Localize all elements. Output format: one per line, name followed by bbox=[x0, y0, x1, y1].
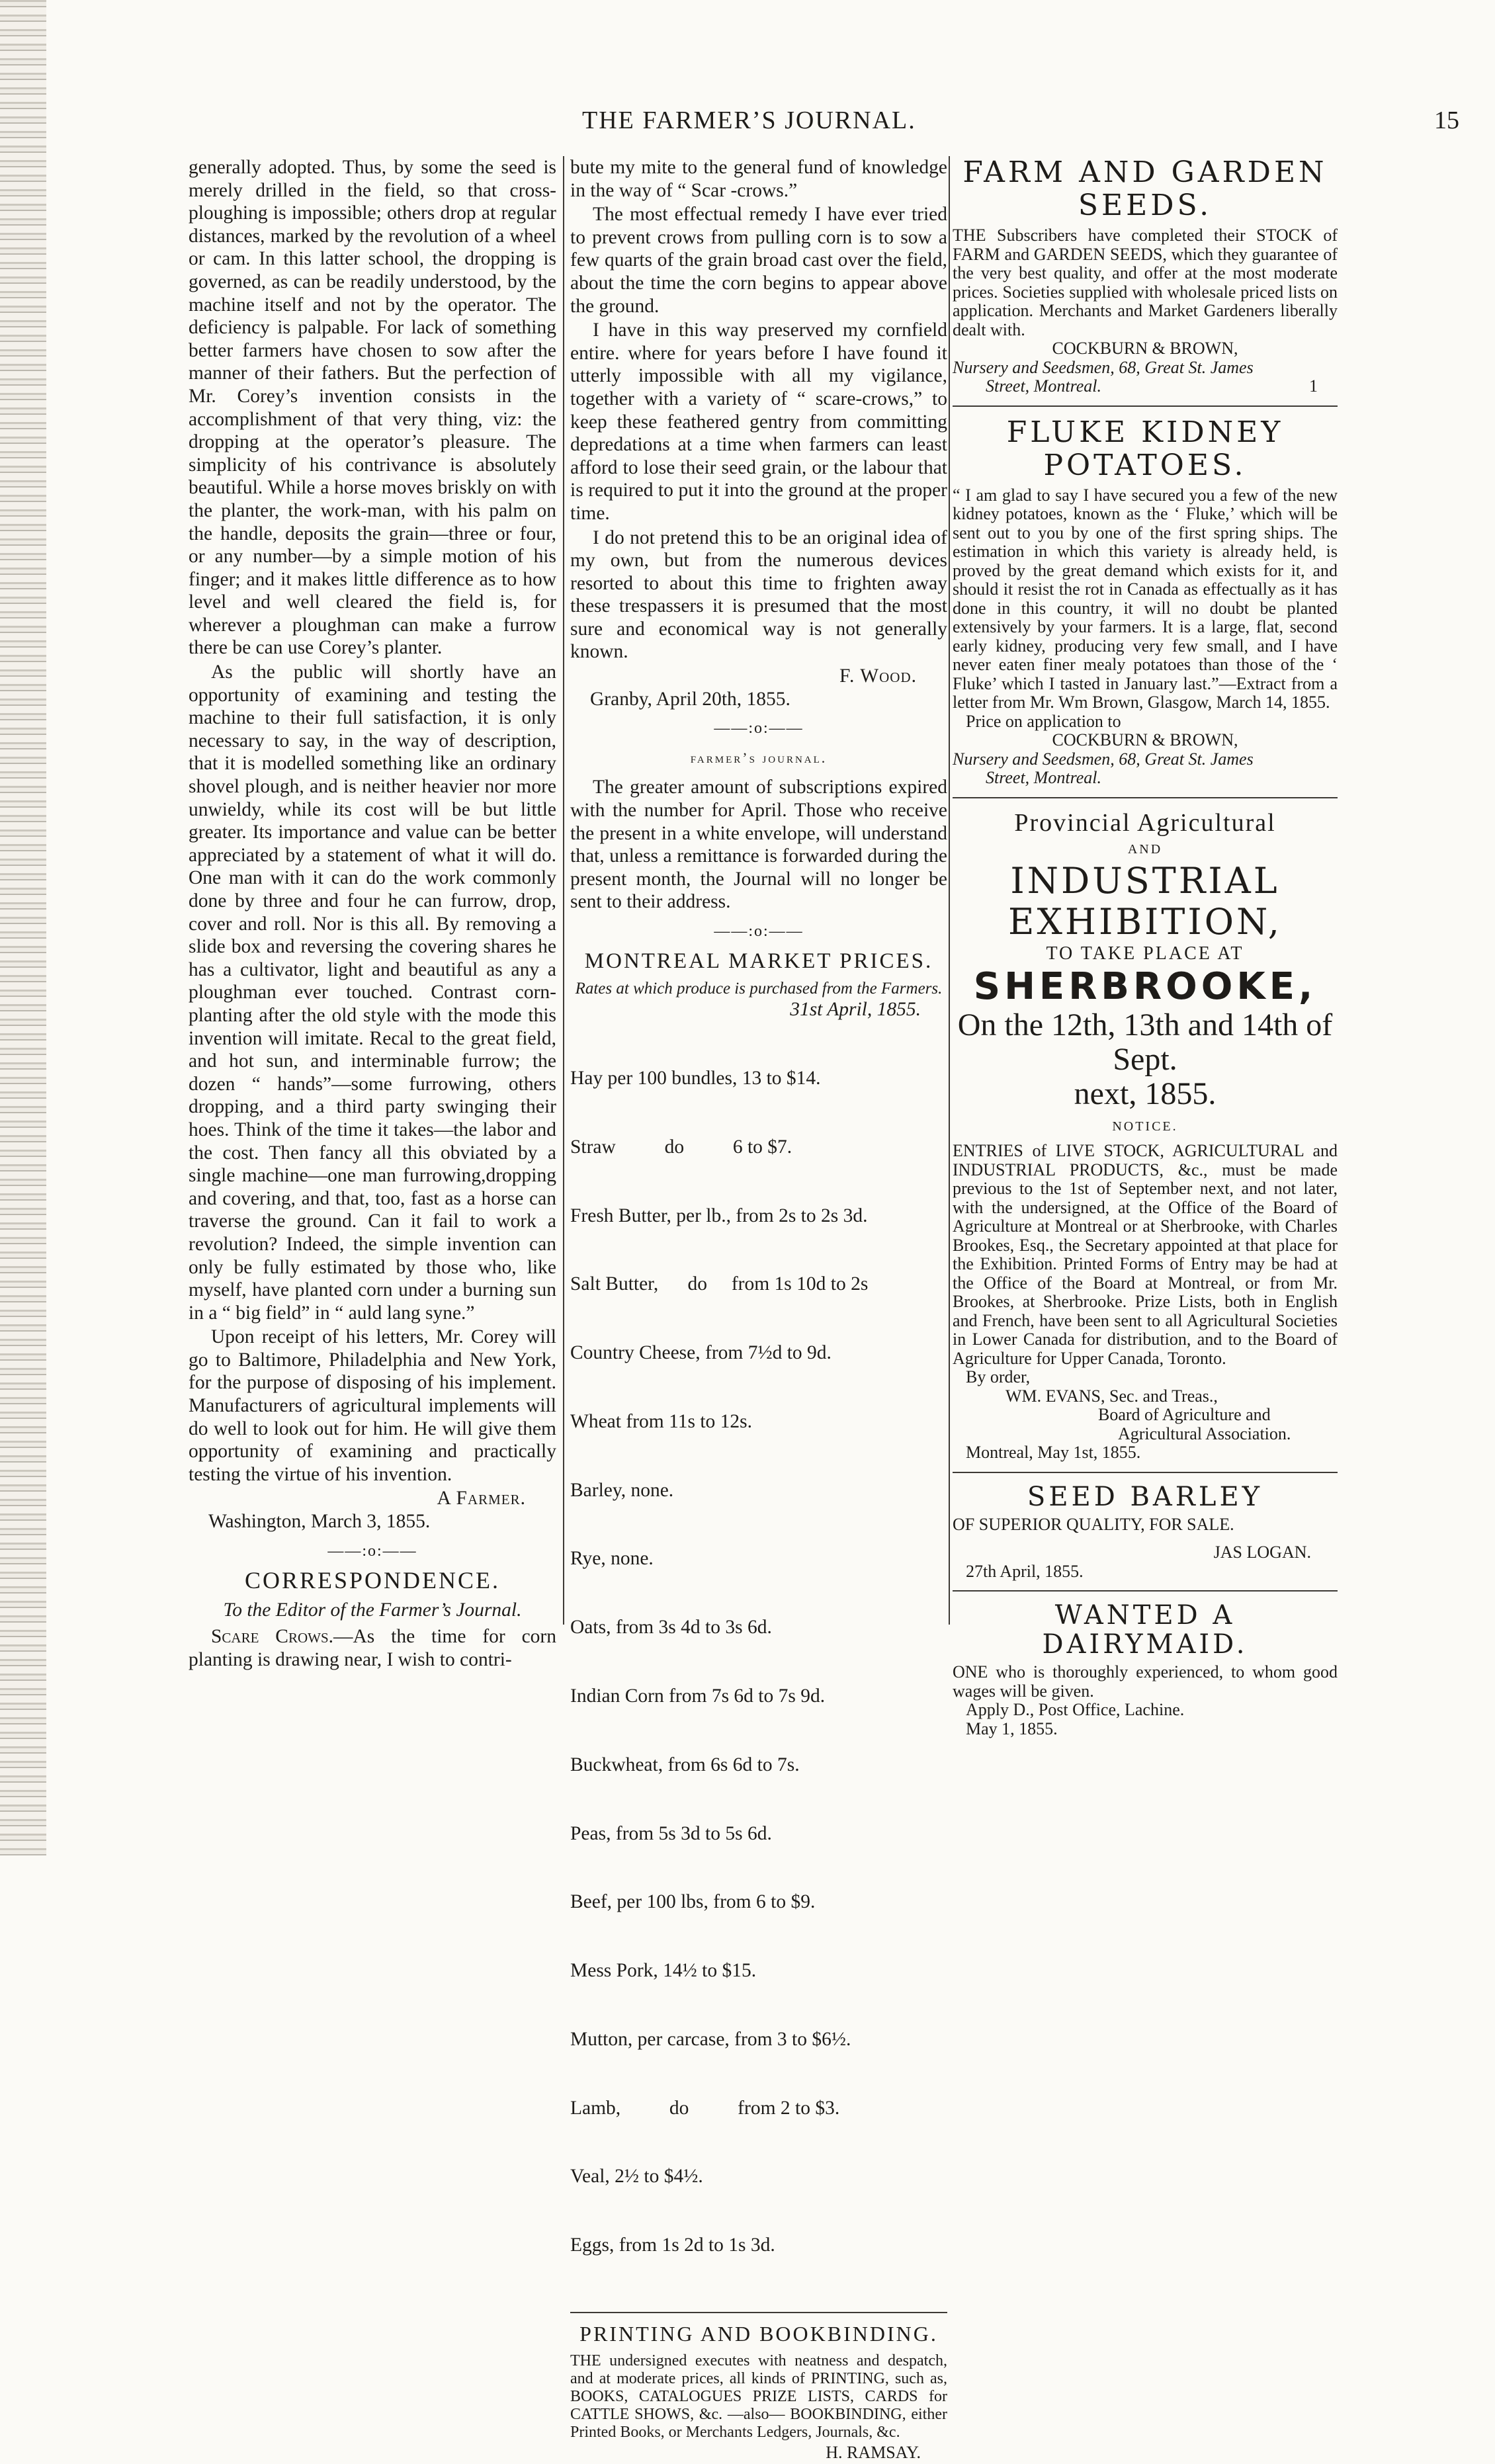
printing-signature: H. RAMSAY. bbox=[826, 2442, 921, 2462]
notice-signature-3: Agricultural Association. bbox=[1118, 1423, 1291, 1443]
column-3 bbox=[953, 156, 1338, 1738]
fluke-address-line-2: Street, Montreal. bbox=[986, 768, 1101, 787]
subscription-notice: The greater amount of subscriptions expired with the number for April. Those who receive the present in a white envelope, will understand that, unless a remittance is forwarded during the present month, the Journal will no longer be sent to their address. bbox=[570, 777, 947, 913]
market-date: 31st April, 1855. bbox=[790, 999, 921, 1021]
seed-barley-signature: JAS LOGAN. bbox=[1213, 1543, 1311, 1562]
exhibition-line-1: Provincial Agricultural bbox=[1014, 808, 1276, 837]
seeds-ad-text: THE Subscribers have completed their STOCK of FARM and GARDEN SEEDS, which they guarantee of the very best quality, and offer at the most moderate prices. Societies supplied with wholesale priced lists on application. Merchants and Market Gardeners liberally dealt with. bbox=[953, 226, 1338, 339]
column-rule-right bbox=[949, 156, 950, 1625]
price-line: Fresh Butter, per lb., from 2s to 2s 3d. bbox=[570, 1205, 868, 1226]
price-line: Rye, none. bbox=[570, 1548, 654, 1570]
seed-barley-date: 27th April, 1855. bbox=[966, 1561, 1084, 1581]
price-line: Lamb, do from 2 to $3. bbox=[570, 2097, 840, 2119]
notice-date: Montreal, May 1st, 1855. bbox=[966, 1443, 1141, 1463]
horizontal-rule bbox=[953, 1472, 1338, 1473]
exhibition-line-2: INDUSTRIAL EXHIBITION, bbox=[1008, 860, 1282, 943]
fluke-signature: COCKBURN & BROWN, bbox=[1052, 730, 1238, 749]
price-line: Salt Butter, do from 1s 10d to 2s bbox=[570, 1273, 869, 1295]
price-line: Beef, per 100 lbs, from 6 to $9. bbox=[570, 1891, 816, 1913]
seeds-signature: COCKBURN & BROWN, bbox=[1052, 339, 1238, 358]
article-paragraph: generally adopted. Thus, by some the seed is merely drilled in the field, so that cross-ploughing is impossible; others drop at regular distances, marked by the revolution of a wheel or cam. In this latter school, the dropping is governed, as can be readily understood, by the machine itself and not by the operator. The deficiency is palpable. For lack of something better farmers have chosen to sow after the manner of their fathers. But the perfection of Mr. Corey’s invention consists in the accomplishment of that very thing, viz: the dropping at the operator’s pleasure. The simplicity of his contrivance is absolutely beautiful. While a horse moves briskly on with the planter, the work-man, with his palm on the handle, deposits the grain—three or four, or any number—by a simple motion of his finger; and it makes little difference as to how level and well cleared the field is, for wherever a ploughman can make a furrow there be can use Corey’s planter. bbox=[189, 157, 556, 659]
notice-heading: NOTICE. bbox=[1112, 1119, 1178, 1134]
scare-crows-text: —As the time for corn planting is drawing near, I wish to contri- bbox=[189, 1626, 556, 1670]
page-number: 15 bbox=[1434, 106, 1459, 134]
seeds-address-line-1: Nursery and Seedsmen, 68, Great St. James bbox=[953, 357, 1254, 377]
notice-signature-1: WM. EVANS, Sec. and Treas., bbox=[1005, 1386, 1218, 1406]
seeds-ad-number: 1 bbox=[1309, 376, 1318, 396]
article-paragraph: As the public will shortly have an opportunity of examining and testing the machine to their full satisfaction, it is only necessary to say, in the way of description, that it is modelled something like an ordinary shovel plough, and is neither heavier nor more unwieldy, while its cost will be but little greater. Its importance and value can be better appreciated by a statement of what it will do. One man with it can do the work commonly done by three and four he can furrow, drop, cover and roll. Nor is this all. By removing a slide box and reversing the covering shares he has a cultivator, light and beautiful as any a ploughman ever touched. Contrast corn-planting after the old style with the mode this invention will imitate. Recal to the great field, and hot sun, and interminable furrow; the dozen “ hands”—some furrowing, others dropping, and a third party swinging their hoes. Think of the time it takes—the labor and the cost. Then fancy all this obviated by a single machine—one man furrowing,dropping and covering, and that, too, fast as a horse can traverse the ground. Can it fail to work a revolution? Indeed, the simple invention can only be fully estimated by those who, like myself, have planted corn under a burning sun in a “ big field” in “ auld lang syne.” bbox=[189, 661, 556, 1324]
article-paragraph: I have in this way preserved my cornfield entire. where for years before I have found it utterly impossible with all my vigilance, together with a variety of “ scare-crows,” to keep these feathered gentry from committing depredations at a time when farmers can least afford to lose their seed grain, or the labour that is required to put it into the ground at the proper time. bbox=[570, 319, 947, 524]
price-line: Peas, from 5s 3d to 5s 6d. bbox=[570, 1822, 772, 1844]
section-separator: ——:o:—— bbox=[714, 923, 804, 940]
correspondence-heading: CORRESPONDENCE. bbox=[244, 1567, 501, 1594]
notice-by-order: By order, bbox=[966, 1367, 1031, 1387]
price-line: Buckwheat, from 6s 6d to 7s. bbox=[570, 1754, 800, 1775]
printing-ad-text: THE undersigned executes with neatness and despatch, and at moderate prices, all kinds of PRINTING, such as, BOOKS, CATALOGUES PRIZE LISTS, CARDS for CATTLE SHOWS, &c. —also— BOOKBINDING, either Printed Books, or Merchants Ledgers, Journals, &c. bbox=[570, 2352, 947, 2441]
column-2 bbox=[570, 156, 947, 2464]
exhibition-line-3: TO TAKE PLACE AT bbox=[1046, 943, 1244, 964]
to-editor-line: To the Editor of the Farmer’s Journal. bbox=[223, 1599, 522, 1621]
dairymaid-apply: Apply D., Post Office, Lachine. bbox=[966, 1700, 1185, 1720]
fluke-price-line: Price on application to bbox=[966, 711, 1121, 731]
seed-barley-heading: SEED BARLEY bbox=[1027, 1481, 1263, 1512]
section-separator: ——:o:—— bbox=[714, 720, 804, 738]
column-rule-left bbox=[563, 156, 564, 1625]
article-signature: A Farmer. bbox=[437, 1488, 526, 1509]
horizontal-rule bbox=[953, 1590, 1338, 1592]
exhibition-and: AND bbox=[1127, 841, 1163, 857]
price-line: Eggs, from 1s 2d to 1s 3d. bbox=[570, 2234, 775, 2256]
price-line: Oats, from 3s 4d to 3s 6d. bbox=[570, 1617, 772, 1638]
exhibition-line-5: On the 12th, 13th and 14th of Sept. bbox=[957, 1007, 1333, 1077]
price-line: Barley, none. bbox=[570, 1479, 674, 1501]
horizontal-rule bbox=[953, 797, 1338, 798]
scanned-page-edge bbox=[0, 0, 46, 1855]
dairymaid-heading: WANTED A DAIRYMAID. bbox=[1042, 1600, 1248, 1660]
article-dateline: Washington, March 3, 1855. bbox=[208, 1511, 431, 1533]
price-line: Mutton, per carcase, from 3 to $6½. bbox=[570, 2028, 851, 2050]
price-line: Veal, 2½ to $4½. bbox=[570, 2166, 703, 2188]
horizontal-rule bbox=[570, 2312, 947, 2313]
article-paragraph: bute my mite to the general fund of knowledge in the way of “ Scar -crows.” bbox=[570, 157, 947, 201]
notice-text: ENTRIES of LIVE STOCK, AGRICULTURAL and INDUSTRIAL PRODUCTS, &c., must be made previous to the 1st of September next, and not later, with the undersigned, at the Office of the Board of Agriculture at Montreal or at Sherbrooke, with Charles Brookes, Esq., the Secretary appointed at that place for the Exhibition. Printed Forms of Entry may be had at the Office of the Board at Montreal, or from Mr. Brookes, at Sherbrooke. Prize Lists, both in English and French, have been sent to all Agricultural Societies in Lower Canada for distribution, and to the Board of Agriculture for Upper Canada, Toronto. bbox=[953, 1141, 1338, 1368]
fluke-address-line-1: Nursery and Seedsmen, 68, Great St. James bbox=[953, 749, 1254, 769]
price-line: Hay per 100 bundles, 13 to $14. bbox=[570, 1067, 821, 1089]
market-prices-subtitle: Rates at which produce is purchased from the Farmers. bbox=[575, 980, 943, 998]
article-paragraph: Upon receipt of his letters, Mr. Corey will go to Baltimore, Philadelphia and New York, for the purpose of disposing of his implement. Manufacturers of agricultural implements will do well to look out for him. He will give them opportunity of examining and practically testing the virtue of his invention. bbox=[189, 1326, 556, 1485]
section-separator: ——:o:—— bbox=[327, 1542, 417, 1560]
article-paragraph: The most effectual remedy I have ever tried to prevent crows from pulling corn is to sow a few quarts of the grain broad cast over the field, about the time the corn begins to appear above the ground. bbox=[570, 204, 947, 317]
fluke-heading: FLUKE KIDNEY POTATOES. bbox=[1006, 415, 1284, 482]
printing-heading: PRINTING AND BOOKBINDING. bbox=[579, 2322, 938, 2346]
market-prices-heading: MONTREAL MARKET PRICES. bbox=[584, 949, 933, 973]
fluke-ad-text: “ I am glad to say I have secured you a few of the new kidney potatoes, known as the ‘ Fluke,’ which will be sent out to you by one of the first spring ships. The estimation in which this variety is already held, is proved by the great demand which exists for it, and should it resist the rot in Canada as effectually as it has done in this country, it will no doubt be planted extensively by your farmers. It is a large, flat, second early kidney, producing very few small, and I have never eaten finer mealy potatoes than those of the ‘ Fluke’ which I tasted in January last.”—Extract from a letter from Mr. Wm Brown, Glasgow, March 14, 1855. bbox=[953, 485, 1338, 712]
exhibition-line-6: next, 1855. bbox=[1074, 1076, 1217, 1111]
column-1 bbox=[189, 156, 556, 1673]
market-price-list bbox=[570, 1021, 947, 2303]
seed-barley-text: OF SUPERIOR QUALITY, FOR SALE. bbox=[953, 1514, 1234, 1534]
seeds-heading: FARM AND GARDEN SEEDS. bbox=[962, 155, 1328, 222]
scare-crows-lead: Scare Crows. bbox=[211, 1626, 333, 1648]
dairymaid-text: ONE who is thoroughly experienced, to whom good wages will be given. bbox=[953, 1662, 1338, 1701]
dairymaid-date: May 1, 1855. bbox=[966, 1719, 1058, 1738]
seeds-address-line-2: Street, Montreal. bbox=[986, 376, 1101, 396]
article-dateline: Granby, April 20th, 1855. bbox=[590, 688, 790, 710]
price-line: Indian Corn from 7s 6d to 7s 9d. bbox=[570, 1685, 826, 1707]
running-title: THE FARMER’S JOURNAL. bbox=[582, 106, 916, 134]
exhibition-line-4: SHERBROOKE, bbox=[973, 964, 1317, 1008]
price-line: Straw do 6 to $7. bbox=[570, 1136, 792, 1158]
article-paragraph: I do not pretend this to be an original idea of my own, but from the numerous devices resorted to about this time to frighten away these trespassers it is presumed that the most sure and economical way is not generally known. bbox=[570, 527, 947, 663]
article-signature: F. Wood. bbox=[839, 665, 917, 687]
notice-signature-2: Board of Agriculture and bbox=[1098, 1405, 1271, 1425]
price-line: Wheat from 11s to 12s. bbox=[570, 1410, 753, 1432]
price-line: Country Cheese, from 7½d to 9d. bbox=[570, 1342, 832, 1364]
price-line: Mess Pork, 14½ to $15. bbox=[570, 1960, 757, 1982]
horizontal-rule bbox=[953, 405, 1338, 407]
farmers-journal-heading: farmer’s journal. bbox=[690, 749, 828, 766]
